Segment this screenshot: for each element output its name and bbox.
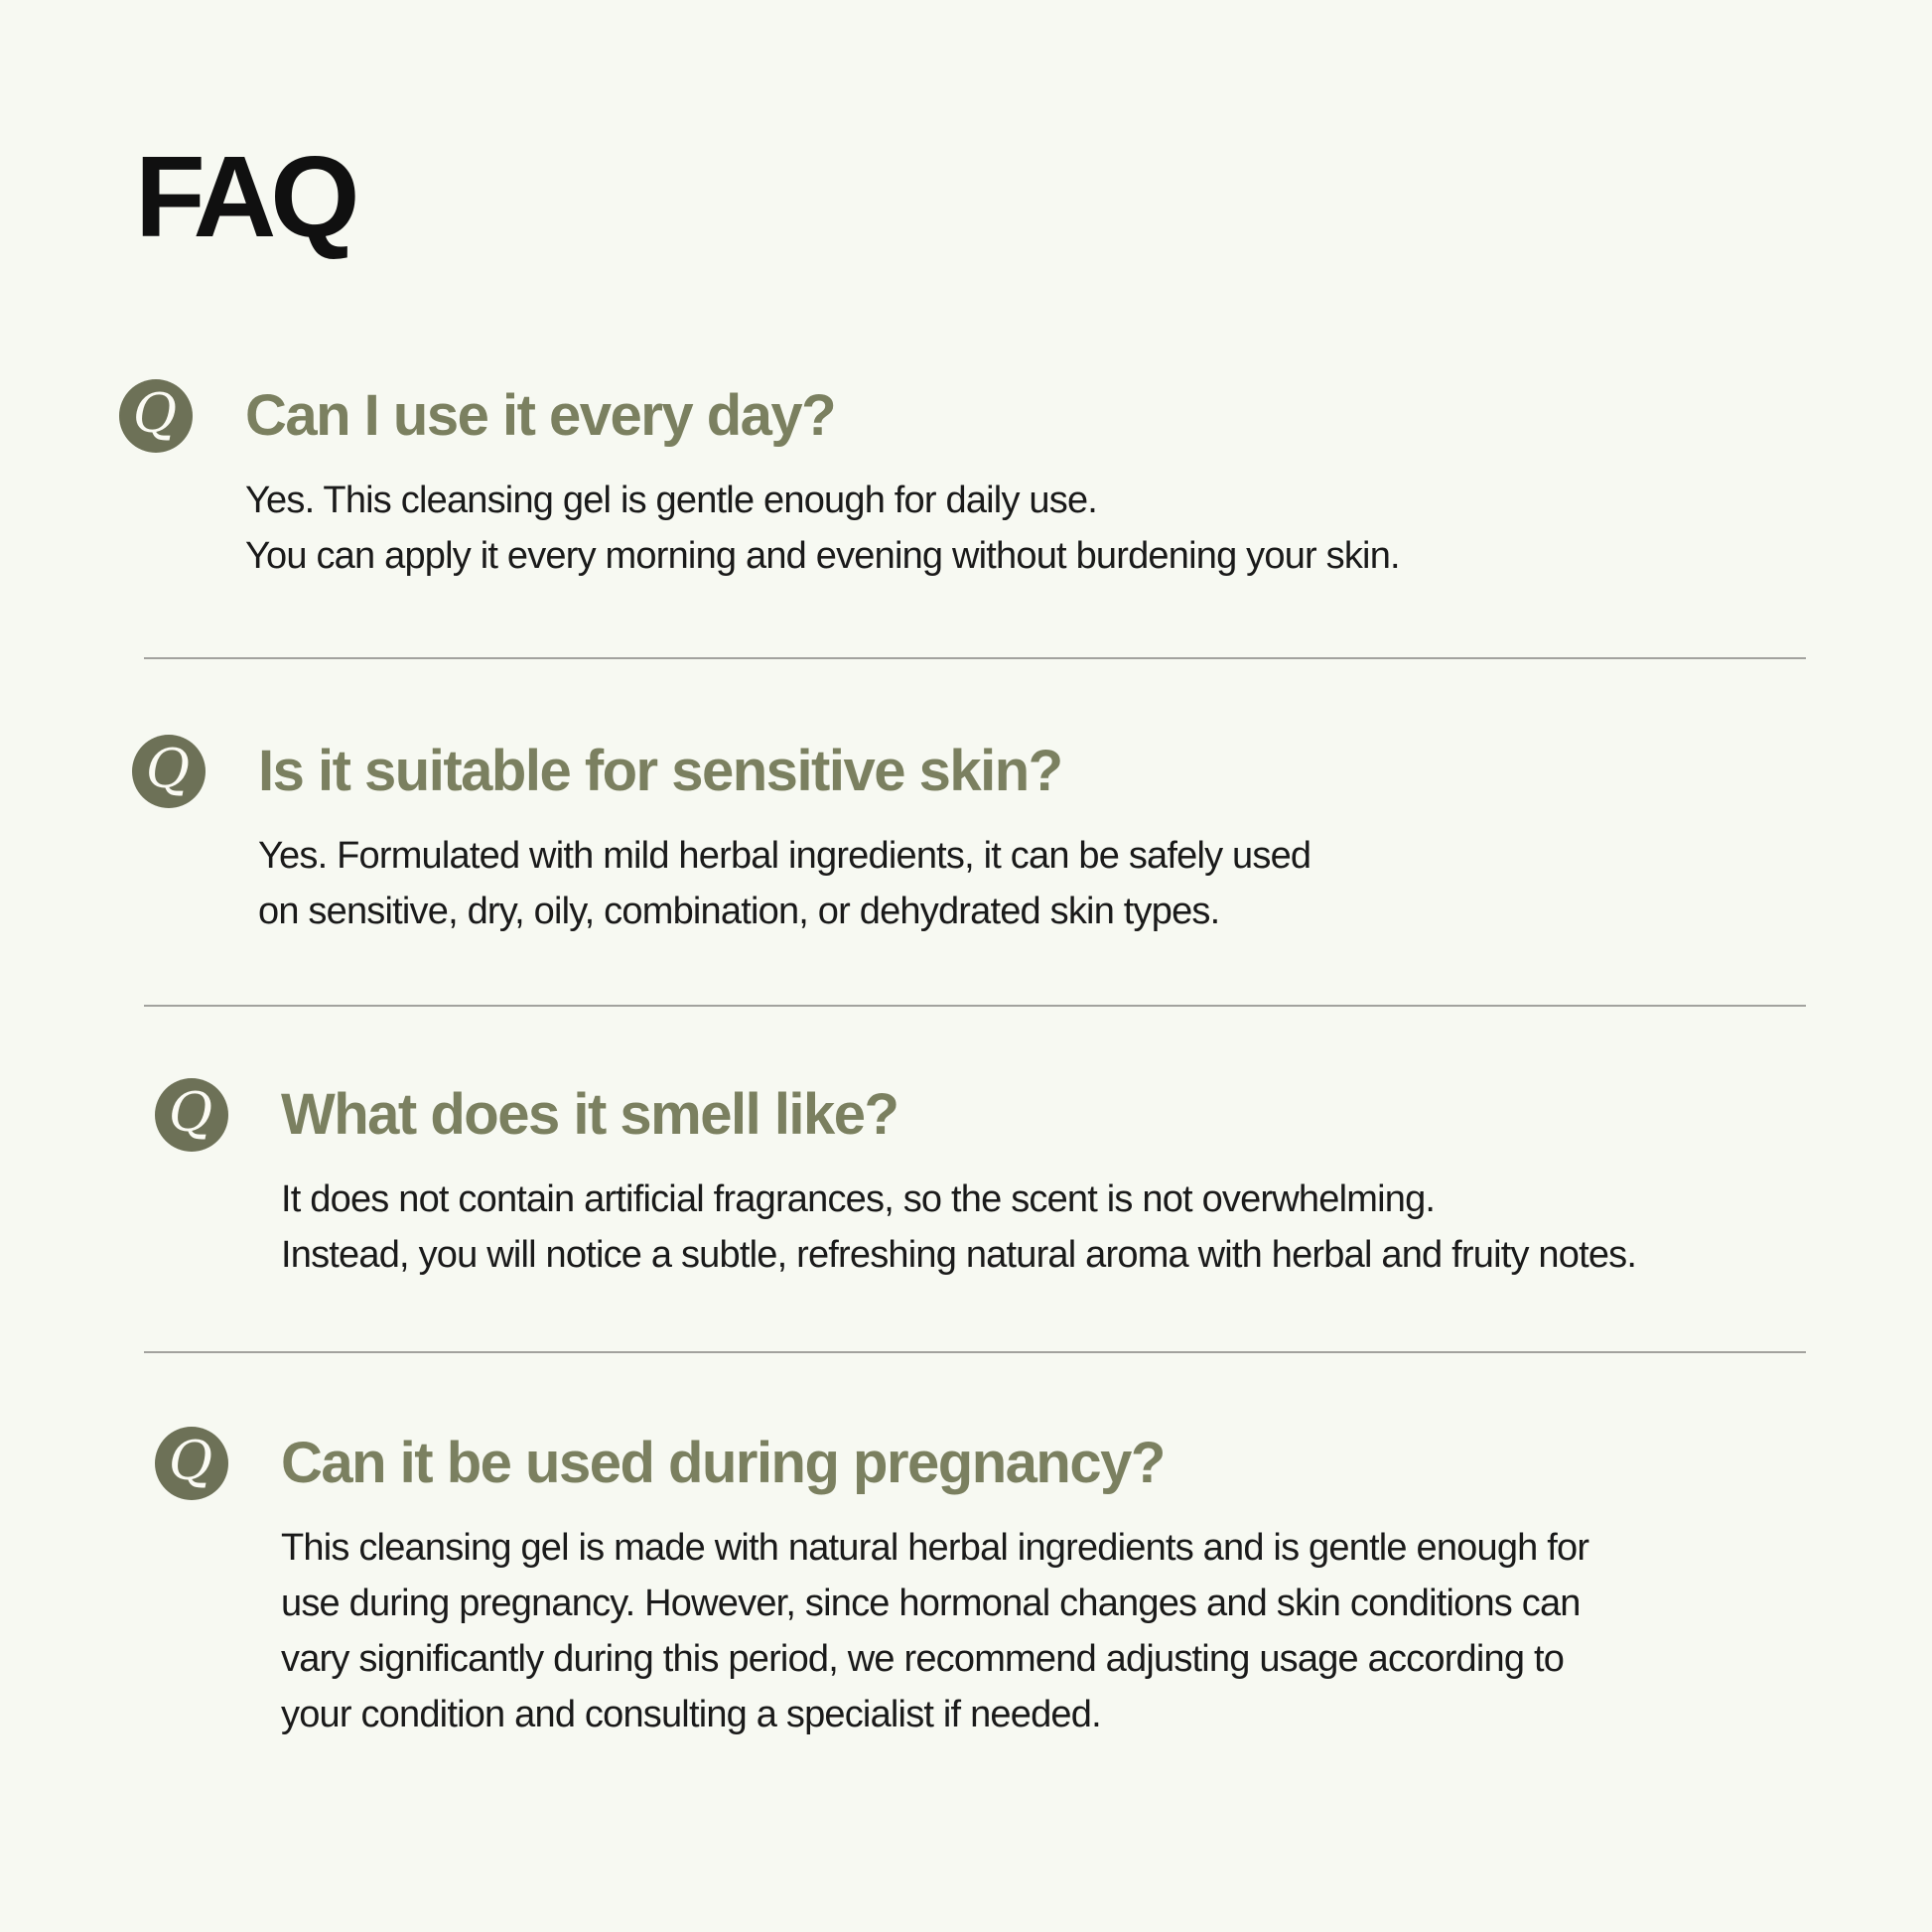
section-divider: [144, 1005, 1806, 1007]
answer-line: You can apply it every morning and evening without burdening your skin.: [245, 535, 1400, 577]
faq-item-content: [258, 735, 1311, 939]
page-title: FAQ: [135, 132, 354, 261]
question-badge-letter: Q: [168, 1429, 213, 1492]
answer-line: on sensitive, dry, oily, combination, or dehydrated skin types.: [258, 891, 1220, 932]
question-text: Can I use it every day?: [245, 383, 836, 448]
answer-text: [281, 1172, 1636, 1283]
answer-line: Yes. Formulated with mild herbal ingredients, it can be safely used: [258, 835, 1311, 877]
answer-text: [245, 473, 1400, 584]
answer-line: your condition and consulting a specialist if needed.: [281, 1694, 1101, 1735]
section-divider: [144, 1351, 1806, 1353]
answer-line: vary significantly during this period, we recommend adjusting usage according to: [281, 1638, 1565, 1680]
question-badge-icon: [155, 1427, 228, 1500]
answer-line: use during pregnancy. However, since hormonal changes and skin conditions can: [281, 1583, 1581, 1624]
answer-text: [281, 1520, 1588, 1742]
question-text: What does it smell like?: [281, 1082, 898, 1147]
question-badge-letter: Q: [168, 1080, 213, 1144]
faq-item-pregnancy: [155, 1427, 1588, 1742]
faq-item-sensitive-skin: [132, 735, 1311, 939]
question-badge-letter: Q: [132, 381, 178, 445]
question-badge-icon: [155, 1078, 228, 1152]
answer-line: Instead, you will notice a subtle, refreshing natural aroma with herbal and fruity notes.: [281, 1234, 1637, 1276]
faq-item-smell: [155, 1078, 1636, 1283]
answer-line: Yes. This cleansing gel is gentle enough for daily use.: [245, 480, 1098, 521]
faq-item-content: [281, 1427, 1588, 1742]
question-badge-icon: [132, 735, 206, 808]
question-badge-letter: Q: [145, 737, 191, 800]
section-divider: [144, 657, 1806, 659]
question-badge-icon: [119, 379, 193, 453]
faq-item-content: [245, 379, 1400, 584]
question-text: Is it suitable for sensitive skin?: [258, 739, 1062, 803]
answer-text: [258, 828, 1311, 939]
question-text: Can it be used during pregnancy?: [281, 1431, 1165, 1495]
answer-line: This cleansing gel is made with natural herbal ingredients and is gentle enough for: [281, 1527, 1589, 1569]
faq-item-daily-use: [119, 379, 1400, 584]
answer-line: It does not contain artificial fragrances, so the scent is not overwhelming.: [281, 1178, 1436, 1220]
faq-item-content: [281, 1078, 1636, 1283]
